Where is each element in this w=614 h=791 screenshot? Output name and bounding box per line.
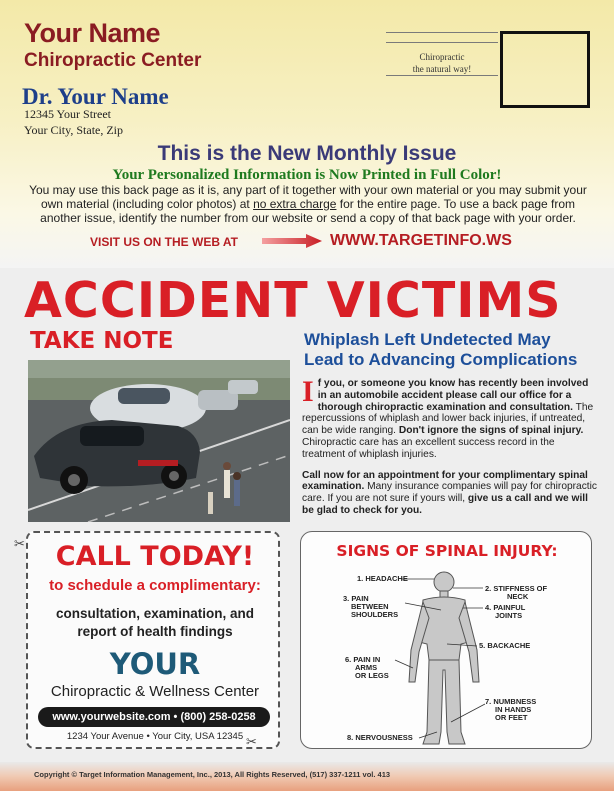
accident-photo [28, 360, 290, 522]
scissors-icon: ✂ [14, 536, 25, 551]
contact-pill[interactable]: www.yourwebsite.com • (800) 258-0258 [38, 707, 270, 727]
call-schedule: to schedule a complimentary: [49, 577, 261, 594]
label-numbness-3: OR FEET [495, 713, 528, 722]
article-paragraph-1 [302, 375, 598, 461]
arrow-right-icon [262, 234, 322, 248]
p1-bold: f you, or someone you know has recently been involved in an automobile accident please call our office for a thorough chiropractic examination and consultation. [317, 378, 589, 413]
label-stiffness-2: NECK [507, 592, 529, 601]
copyright-text: Copyright © Target Information Management, Inc., 2013, All Rights Reserved, (517) 337-1211 vol. 413 [34, 770, 391, 779]
p2-bold: Call now for an appointment for your complimentary spinal examination. [302, 469, 588, 493]
p2-rest: Many insurance companies will pay for chiropractic care. If you are not sure if yours will, [302, 481, 597, 505]
label-numbness-1: 7. NUMBNESS [485, 697, 537, 706]
article-body [302, 375, 598, 517]
city-address: Your City, State, Zip [24, 123, 124, 137]
label-backache: 5. BACKACHE [479, 641, 531, 650]
label-shoulders-3: SHOULDERS [351, 610, 399, 619]
call-services-line1: consultation, examination, and [55, 606, 255, 621]
call-coupon [26, 531, 280, 749]
practice-subtitle: Chiropractic Center [24, 50, 202, 71]
issue-body [22, 183, 594, 225]
spinal-injury-panel [300, 531, 592, 749]
article-title-line2: Lead to Advancing Complications [304, 350, 578, 369]
call-services-line2: report of health findings [77, 624, 233, 639]
label-shoulders-2: BETWEEN [351, 602, 389, 611]
doctor-name: Dr. Your Name [22, 84, 169, 109]
issue-title: This is the New Monthly Issue [157, 142, 457, 165]
call-your: YOUR [109, 647, 201, 681]
label-joints [485, 604, 525, 620]
label-stiffness [485, 585, 547, 601]
label-arms-2: ARMS [355, 663, 378, 672]
headline: ACCIDENT VICTIMS [24, 272, 562, 329]
call-address: 1234 Your Avenue • Your City, USA 12345 [66, 731, 244, 742]
article-paragraph-2 [302, 470, 598, 517]
tagline-line2: the natural way! [412, 64, 472, 74]
scissors-icon-2: ✂ [246, 734, 257, 749]
label-shoulders [343, 595, 398, 619]
footer [0, 762, 614, 791]
label-nervousness: 8. NERVOUSNESS [347, 733, 413, 742]
call-headline: CALL TODAY! [55, 541, 255, 572]
call-center-name: Chiropractic & Wellness Center [50, 683, 260, 700]
issue-subtitle: Your Personalized Information is Now Printed in Full Color! [112, 167, 502, 183]
issue-body-part1: You may use this back page as it is, any part of it together with your own material or you may submit your own material (including color photos) at [29, 183, 587, 211]
call-services [28, 605, 282, 641]
p1-bold2: Don't ignore the signs of spinal injury. [398, 425, 584, 437]
dropcap: I [302, 375, 314, 408]
label-numbness [485, 698, 536, 722]
tagline-line1: Chiropractic [419, 52, 465, 62]
label-joints-2: JOINTS [495, 611, 523, 620]
website-link[interactable]: WWW.TARGETINFO.WS [330, 232, 512, 249]
street-address: 12345 Your Street [24, 107, 112, 121]
mailing-underline [386, 75, 498, 76]
postage-stamp-box [500, 31, 590, 108]
label-numbness-2: IN HANDS [495, 705, 532, 714]
issue-body-part2: for the entire page. To use a back page from another issue, identify the number from our website or send a copy of that back page with your order. [40, 197, 576, 225]
visit-label: VISIT US ON THE WEB AT [90, 235, 239, 249]
article-title [304, 330, 604, 370]
article-title-line1: Whiplash Left Undetected May [304, 330, 551, 349]
p2-bold2: give us a call and we will be glad to check for you. [302, 493, 588, 516]
p1-rest1: The repercussions of whiplash and lower back injuries, if untreated, can be wide ranging. [302, 401, 594, 437]
issue-body-emphasis: no extra charge [253, 197, 337, 211]
p1-rest2: Chiropractic care has an excellent success record in the treatment of whiplash injuries. [302, 436, 555, 460]
practice-name: Your Name [24, 18, 161, 48]
label-headache: 1. HEADACHE [357, 574, 408, 583]
label-arms-3: OR LEGS [355, 671, 389, 680]
label-stiffness-1: 2. STIFFNESS OF [485, 584, 548, 593]
label-joints-1: 4. PAINFUL [485, 603, 526, 612]
kicker: TAKE NOTE [30, 328, 174, 354]
label-arms-legs [345, 656, 389, 680]
spine-title: SIGNS OF SPINAL INJURY: [336, 542, 558, 560]
label-shoulders-1: 3. PAIN [343, 594, 369, 603]
label-arms-1: 6. PAIN IN [345, 655, 381, 664]
body-figure-icon [301, 532, 592, 749]
mailing-lines [386, 32, 498, 52]
mailing-tagline [386, 51, 498, 75]
